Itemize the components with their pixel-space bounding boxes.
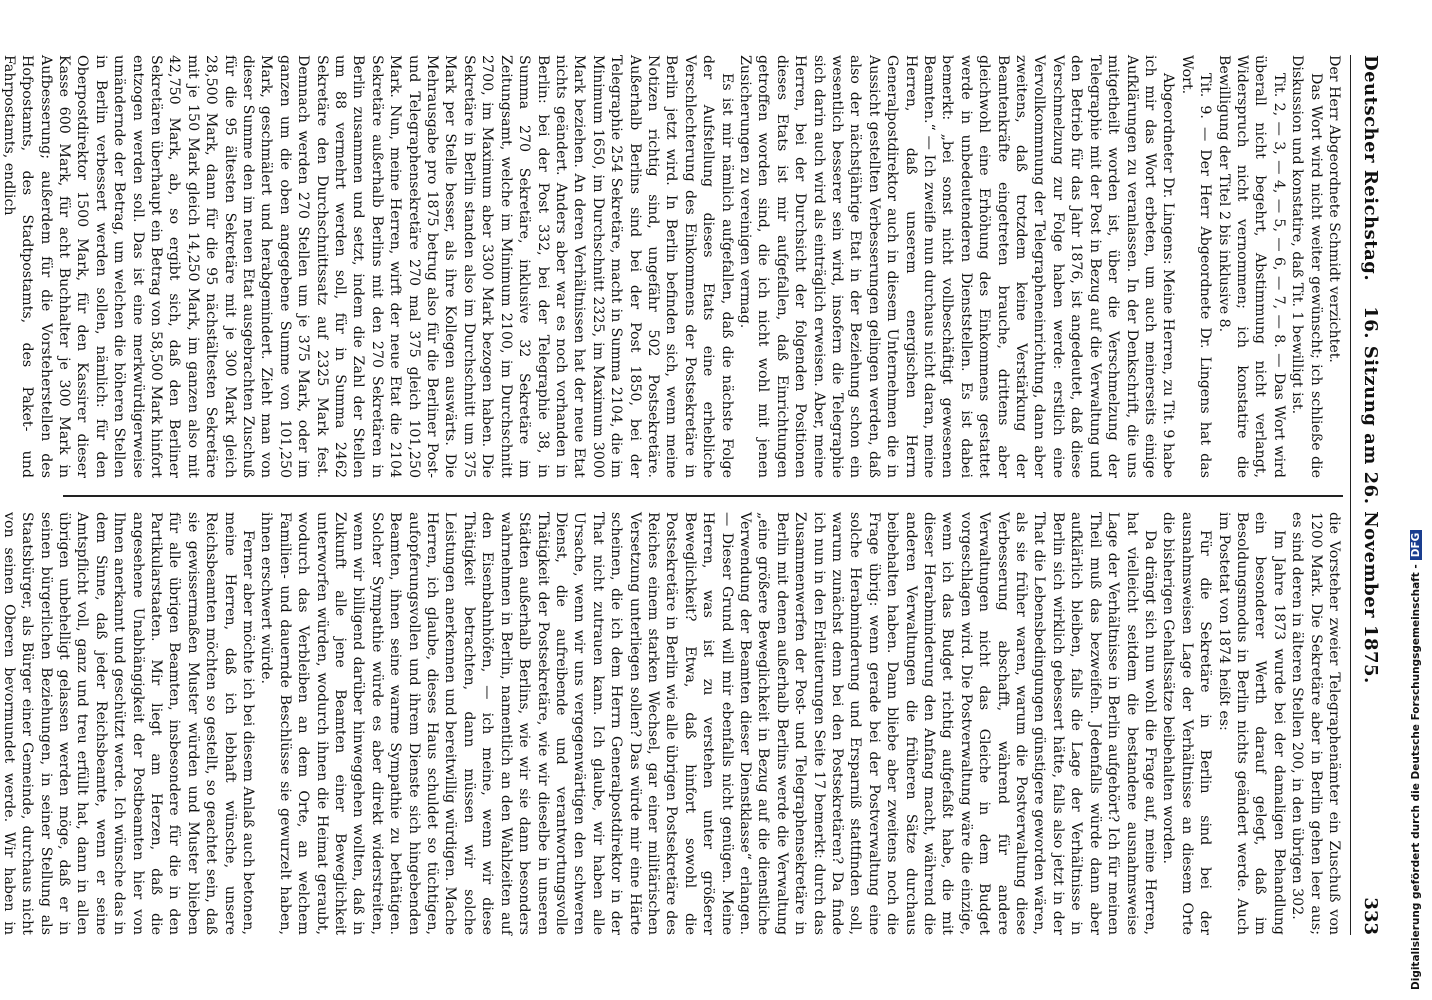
paragraph: Tit. 9. — Der Herr Abgeordnete Dr. Lingens hat das Wort. [1178, 55, 1214, 478]
paragraph: die Vorsteher zweier Telegraphenämter ein Zuschuß von 1200 Mark. Die Sekretäre aber in Berlin gehen leer aus; es sind deren in älteren Stellen 200, in den übrigen 302. [1289, 512, 1342, 935]
right-text-column [0, 512, 1343, 935]
column-divider [63, 495, 1343, 497]
digitization-credit [1410, 10, 1426, 990]
page-header [1350, 55, 1387, 935]
paragraph: Der Herr Abgeordnete Schmidt verzichtet. [1326, 55, 1342, 363]
header-session-date: 16. Sitzung am 26. November 1875. [1360, 306, 1381, 684]
paragraph: Das Wort wird nicht weiter gewünscht; ich schließe die Diskussion und konstatire, daß Tit. 1 bewilligt ist. [1289, 55, 1324, 478]
rotated-document-page [0, 55, 1387, 935]
dfg-logo: DFG [1410, 530, 1422, 561]
paragraph: Da drängt sich nun wohl die Frage auf, meine Herren, hat vielleicht seitdem die bestandene ausnahmsweise Lage der Verhältnisse in Berlin aufgehört? Ich für meinen Theil muß das bezweifeln. Jedenfalls würde dann aber aufklärlich bleiben, falls die Lage der Verhältnisse in Berlin sich wirklich gebessert hätte, falls also jetzt in der That die Lebensbedingungen günstigere geworden wären, als sie früher waren, warum die Postverwaltung diese Verbesserung abschafft, während für andere Verwaltungen nicht das Gleiche in dem Budget vorgeschlagen wird. Die Postverwaltung wäre die einzige, wenn ich das Budget richtig aufgefaßt habe, die mit dieser Herabminderung den Anfang macht, während die anderen Verwaltungen die früheren Sätze durchaus beibehalten haben. Dann bliebe aber zweitens noch die Frage übrig: wenn gerade bei der Postverwaltung eine solche Herabminderung und Ersparniß stattfinden soll, warum zunächst denn bei den Postsekretären? Da finde ich nun in den Erläuterungen Seite 17 bemerkt: durch das Zusammenwerfen der Post- und Telegraphensekretäre in Berlin mit denen außerhalb Berlins werde die Verwaltung „eine größere Beweglichkeit in Bezug auf die dienstliche Verwendung der Beamten dieser Dienstklasse“ erlangen. — Dieser Grund will mir ebenfalls nicht genügen. Meine Herren, was ist zu verstehen unter größerer Beweglichkeit? Etwa, daß hinfort sowohl die Postsekretäre in Berlin wie alle übrigen Postsekretäre des Reiches einem starken Wechsel, gar einer militärischen Versetzung unterliegen sollen? Das würde mir eine Härte scheinen, die ich dem Herrn Generalpostdirektor in der That nicht zutrauen kann. Ich glaube, wir haben alle Ursache, wenn wir uns vergegenwärtigen den schweren Dienst, die aufreibende und verantwortungsvolle Thätigkeit der Postsekretäre, wie wir dieselbe in unseren Städten außerhalb Berlins, wie wir sie dann besonders wahrnehmen in Berlin, namentlich an den Wahlzeiten auf den Eisenbahnhöfen, — ich meine, wenn wir diese Thätigkeit betrachten, dann müssen wir solche Leistungen anerkennen und bereitwillig würdigen. Mache Herren, ich glaube, dieses Haus schuldet so tüchtigen, aufopferungsvollen und ihrem Dienste sich hingebenden Beamten, ihnen seine warme Sympathie zu bethätigen. Solcher Sympathie würde es aber direkt widerstreiten, wenn wir billigend darüber hinweggehen wollten, daß in Zukunft alle jene Beamten einer Beweglichkeit unterworfen würden, wodurch ihnen die Heimat geraubt, wodurch das Verbleiben an dem Orte, an welchem Familien- und dauernde Beschlüsse sie gewurzelt haben, ihnen erschwert würde. [258, 512, 1158, 935]
header-publication: Deutscher Reichstag. [1360, 55, 1381, 282]
paragraph: Abgeordneter Dr. Lingens: Meine Herren, zu Tit. 9 habe ich mir das Wort erbeten, um auch meinerseits einige Aufklärungen zu veranlassen. In der Denkschrift, die uns mitgetheilt worden ist, über die Verschmelzung der Telegraphie mit der Post in Bezug auf die Verwaltung und den Betrieb für das Jahr 1876, ist angedeutet, daß diese Verschmelzung zur Folge haben werde: erstlich eine Vervollkommnung der Telegrapheneinrichtung, dann aber zweitens, daß trotzdem keine Verstärkung der Beamtenkräfte eingetreten brauche, drittens aber gleichwohl eine Erhöhung des Einkommens gestattet werde in unbedeutenderen Dienststellen. Es ist dabei bemerkt: „bei sonst nicht vollbeschäftigt gewesenen Beamten.“ — Ich zweifle nun durchaus nicht daran, meine Herren, daß unserem energischen Herrn Generalpostdirektor auch in diesem Unternehmen die in Aussicht gestellten Verbesserungen gelingen werden, daß also der nächstjährige Etat in der Beziehung schon ein wesentlich besserer sein wird, insofern die Telegraphie sich darin auch wird als einträglich erweisen. Aber, meine Herren, bei der Durchsicht der folgenden Positionen dieses Etats ist mir aufgefallen, daß Einrichtungen getroffen worden sind, die ich nicht wohl mit jenen Zusicherungen zu vereinigen vermag. [737, 55, 1177, 478]
paragraph: Tit. 2, — 3, — 4, — 5, — 6, — 7, — 8. — Das Wort wird überall nicht begehrt, Abstimmung nicht verlangt, Widerspruch nicht vernommen; ich konstatire die Bewilligung der Titel 2 bis inklusive 8. [1215, 55, 1287, 478]
left-text-column [0, 55, 1343, 478]
quoted-paragraph: Für die Sekretäre in Berlin sind bei der ausnahmsweisen Lage der Verhältnisse an diesem Orte die bisherigen Gehaltssätze beibehalten worden. [1160, 512, 1214, 935]
page-number: 333 [1360, 897, 1381, 935]
paragraph: Ferner aber möchte ich bei diesem Anlaß auch betonen, meine Herren, daß ich lebhaft wünsche, unsere Reichsbeamten möchten so gestellt, so geachtet sein, daß sie gewissermaßen Muster würden und Muster blieben für alle übrigen Beamten, insbesondere für die in den Partikularstaaten. Mir liegt am Herzen, daß die angesehene Unabhängigkeit der Postbeamten hier von Ihnen anerkannt und geschützt werde. Ich wünsche das in dem Sinne, daß jeder Reichsbeamte, wenn er seine Amtspflicht voll, ganz und treu erfüllt hat, dann in allen übrigen unbehelligt gelassen werden möge, daß er in seinen bürgerlichen Beziehungen, in seiner Stellung als Staatsbürger, als Bürger einer Gemeinde, durchaus nicht von seinen Oberen bevormundet werde. Wir haben in [0, 512, 257, 935]
paragraph: Es ist mir nämlich aufgefallen, daß die nächste Folge der Aufstellung dieses Etats eine erhebliche Verschlechterung des Einkommens der Postsekretäre in Berlin jetzt wird. In Berlin befinden sich, wenn meine Notizen richtig sind, ungefähr 502 Postsekretäre. Außerhalb Berlins sind bei der Post 1850, bei der Telegraphie 254 Sekretäre, macht in Summa 2104, die im Minimum 1650, im Durchschnitt 2325, im Maximum 3000 Mark beziehen. An deren Verhältnissen hat der neue Etat nichts geändert. Anders aber war es noch vorhanden in Berlin: bei der Post 332, bei der Telegraphie 38, in Summa 270 Sekretäre, inklusive 32 Sekretäre im Zeitungsamt, welche im Minimum 2100, im Durchschnitt 2700, im Maximum aber 3300 Mark bezogen haben. Die Sekretäre in Berlin standen also im Durchschnitt um 375 Mark per Stelle besser, als ihre Kollegen auswärts. Die Mehrausgabe pro 1875 betrug also für die Berliner Post- und Telegraphensekretäre 270 mal 375 gleich 101,250 Mark. Nun, meine Herren, wirft der neue Etat die 2104 Sekretäre außerhalb Berlins mit den 270 Sekretären in Berlin zusammen und setzt, indem die Zahl der Stellen um 88 vermehrt werden soll, für in Summa 2462 Sekretäre den Durchschnittssatz auf 2325 Mark fest. Demnach werden 270 Stellen um je 375 Mark, oder im ganzen um die oben angegebene Summe von 101,250 Mark, geschmälert und herabgemindert. Zieht man von dieser Summe den im neuen Etat ausgebrachten Zuschuß für die 95 ältesten Sekretäre mit je 300 Mark gleich 28,500 Mark, dann für die 95 nächstältesten Sekretäre mit je 150 Mark gleich 14,250 Mark, im ganzen also mit 42,750 Mark, ab, so ergibt sich, daß den Berliner Sekretären überhaupt ein Betrag von 58,500 Mark hinfort entzogen werden soll. Das ist eine merkwürdigerweise umändernde der Betrag, um welchen die höheren Stellen in Berlin verbessert werden sollen, nämlich: für den Oberpostdirektor 1500 Mark, für den Kassirer dieser Kasse 600 Mark, für acht Buchhalter je 300 Mark in Aufbesserung; außerdem für die Vorsteherstellen des Hofpostamts, des Stadtpostamts, des Paket- und Fahrpostamts, endlich [0, 55, 735, 478]
paragraph: Im Jahre 1873 wurde bei der damaligen Behandlung ein besonderer Werth darauf gelegt, daß im Besoldungsmodus in Berlin nichts geändert werde. Auch im Postetat von 1874 heißt es: [1215, 512, 1287, 935]
credit-text: Digitalisierung gefördert durch die Deutsche Forschungsgemeinschaft - [1410, 564, 1422, 990]
